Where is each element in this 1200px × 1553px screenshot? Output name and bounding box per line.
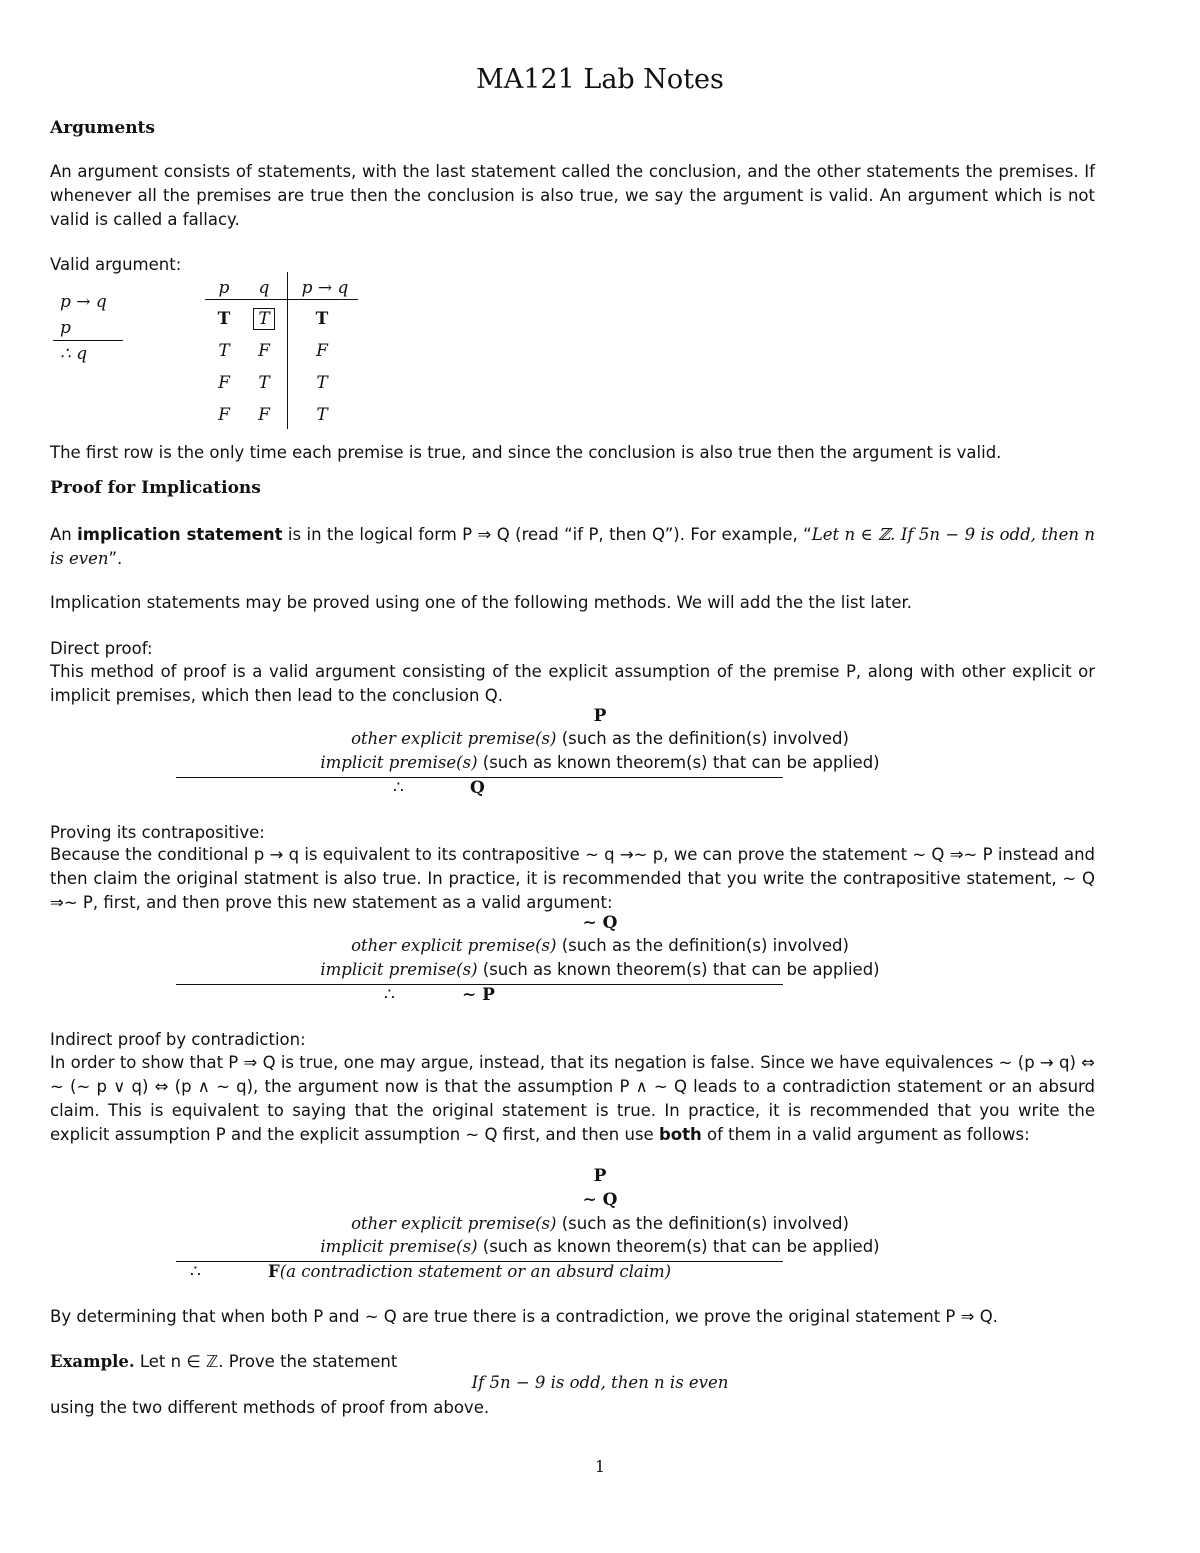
argument-rule [53, 340, 123, 341]
truth-table-cell: T [315, 309, 329, 329]
schema-contradiction [268, 1262, 671, 1281]
implication-text: An [50, 525, 78, 544]
schema-implicit-tail: (such as known theorem(s) that can be applied) [477, 960, 880, 979]
truth-table-cell: F [316, 341, 328, 361]
truth-table-boxed-cell: T [253, 308, 274, 330]
methods-intro: Implication statements may be proved using one of the following methods. We will add the the list later. [50, 593, 913, 612]
schema-premise-P: P [593, 706, 607, 726]
first-row-paragraph: The first row is the only time each premise is true, and since the conclusion is also true then the argument is valid. [50, 443, 1002, 462]
implication-text: ”. [108, 549, 123, 568]
truth-table-header-rule [205, 299, 358, 300]
schema-implicit [0, 753, 1200, 772]
page-title: MA121 Lab Notes [476, 64, 724, 95]
direct-proof-text: This method of proof is a valid argument consisting of the explicit assumption of the premise P, along with other explicit or implicit premises, which then lead to the conclusion Q. [50, 662, 1095, 705]
page-number: 1 [594, 1457, 606, 1476]
indirect-proof-text [50, 1051, 1095, 1147]
truth-table-cell: F [258, 405, 270, 425]
section-heading-arguments: Arguments [50, 118, 155, 138]
contrapositive-label: Proving its contrapositive: [50, 823, 265, 842]
schema-implicit [0, 1237, 1200, 1256]
indirect-text: In order to show that P ⇒ Q is true, one may argue, instead, that its negation is false. Since we have equivalences ∼ (p → q) ⇔ ∼ (∼ p ∨ q) ⇔ (p ∧ ∼ q), the argument now is that the assumption P ∧ ∼ Q leads to a contradiction statement or an absurd claim. This is equivalent to saying that the original statement is true. In practice, it is recommended that you write the explicit assumption P and the explicit assumption ∼ Q first, and then use [50, 1053, 1095, 1144]
schema-therefore: ∴ [384, 985, 395, 1005]
truth-table-cell: T [316, 373, 328, 393]
schema-contradiction-text: (a contradiction statement or an absurd claim) [279, 1262, 672, 1281]
schema-implicit-tail: (such as known theorem(s) that can be applied) [477, 1237, 880, 1256]
truth-table-cell: T [218, 341, 230, 361]
truth-table-cell: T [316, 405, 328, 425]
schema-other-explicit-term: other explicit premise(s) [351, 936, 557, 955]
schema-premise-notQ: ∼ Q [582, 1190, 618, 1210]
argument-premise-2: p [60, 318, 71, 338]
schema-implicit-tail: (such as known theorem(s) that can be applied) [477, 753, 880, 772]
truth-table-cell: T [258, 373, 270, 393]
schema-other-explicit [0, 936, 1200, 955]
truth-table-cell: F [218, 373, 230, 393]
schema-other-explicit-term: other explicit premise(s) [351, 729, 557, 748]
implication-example: Let n ∈ ℤ. If 5n − 9 is odd, then n is even [50, 525, 1096, 568]
truth-table-divider [287, 272, 288, 429]
indirect-text: of them in a valid argument as follows: [701, 1125, 1030, 1144]
example-statement: If 5n − 9 is odd, then n is even [471, 1373, 729, 1392]
schema-therefore: ∴ [190, 1262, 201, 1282]
schema-conclusion-notP: ∼ P [462, 985, 495, 1005]
contrapositive-text: Because the conditional p → q is equivalent to its contrapositive ∼ q →∼ p, we can prove the statement ∼ Q ⇒∼ P instead and then claim the original statment is also true. In practice, it is recommended that you write the contrapositive statement, ∼ Q ⇒∼ P, first, and then prove this new statement as a valid argument: [50, 845, 1095, 912]
schema-implicit-term: implicit premise(s) [320, 753, 478, 772]
truth-table-header-p: p [218, 278, 230, 298]
section-heading-proof: Proof for Implications [50, 478, 261, 498]
schema-conclusion-Q: Q [470, 778, 485, 798]
schema-other-explicit-tail: (such as the definition(s) involved) [556, 936, 849, 955]
implication-paragraph [50, 523, 1095, 571]
schema-other-explicit-tail: (such as the definition(s) involved) [556, 1214, 849, 1233]
valid-argument-label: Valid argument: [50, 255, 182, 274]
implication-term: implication statement [77, 525, 283, 544]
direct-proof-label: Direct proof: [50, 639, 153, 658]
example-paragraph [50, 1350, 1095, 1374]
schema-implicit [0, 960, 1200, 979]
argument-premise-1: p → q [60, 292, 107, 312]
schema-other-explicit [0, 1214, 1200, 1233]
indirect-both: both [658, 1125, 702, 1144]
implication-text: is in the logical form P ⇒ Q (read “if P, then Q”). For example, “ [282, 525, 812, 544]
schema-implicit-term: implicit premise(s) [320, 960, 478, 979]
truth-table-cell: F [218, 405, 230, 425]
argument-conclusion: ∴ q [60, 344, 88, 364]
schema-other-explicit-term: other explicit premise(s) [351, 1214, 557, 1233]
truth-table-cell: T [217, 309, 231, 329]
schema-contradiction-F: F [268, 1262, 280, 1281]
truth-table-header-q: q [258, 278, 270, 298]
truth-table-header-implication: p → q [301, 278, 349, 298]
schema-premise-notQ: ∼ Q [582, 913, 618, 933]
example-text: Let n ∈ ℤ. Prove the statement [134, 1352, 398, 1371]
schema-other-explicit [0, 729, 1200, 748]
schema-premise-P: P [593, 1166, 607, 1186]
arguments-paragraph: An argument consists of statements, with the last statement called the conclusion, and the other statements the premises. If whenever all the premises are true then the conclusion is also true, we say the argument is valid. An argument which is not valid is called a fallacy. [50, 162, 1095, 229]
example-after: using the two different methods of proof from above. [50, 1398, 490, 1417]
indirect-proof-label: Indirect proof by contradiction: [50, 1030, 306, 1049]
schema-other-explicit-tail: (such as the definition(s) involved) [556, 729, 849, 748]
determining-paragraph: By determining that when both P and ∼ Q are true there is a contradiction, we prove the original statement P ⇒ Q. [50, 1307, 998, 1326]
example-label: Example. [50, 1352, 135, 1371]
truth-table-cell: F [258, 341, 270, 361]
schema-implicit-term: implicit premise(s) [320, 1237, 478, 1256]
schema-therefore: ∴ [393, 778, 404, 798]
truth-table-cell [249, 307, 279, 331]
